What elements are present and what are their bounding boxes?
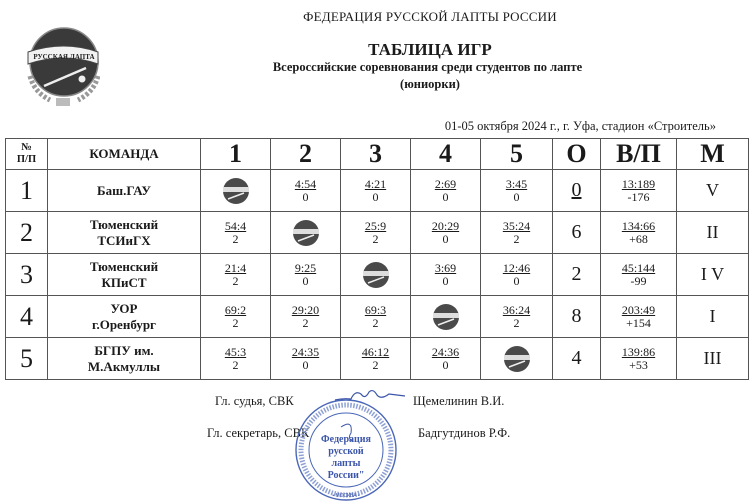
match-score: 54:4 2 xyxy=(201,212,271,254)
header-opponent-1: 1 xyxy=(201,139,271,170)
total-points: 8 xyxy=(553,296,601,338)
match-score: 3:69 0 xyxy=(411,254,481,296)
match-score: 29:20 2 xyxy=(271,296,341,338)
table-row xyxy=(6,170,749,212)
team-name: УОР г.Оренбург xyxy=(48,296,201,338)
table-row xyxy=(6,212,749,254)
self-match-cell xyxy=(201,170,271,212)
self-match-cell xyxy=(341,254,411,296)
match-score: 36:24 2 xyxy=(481,296,553,338)
self-match-cell xyxy=(411,296,481,338)
official-stamp xyxy=(291,397,401,502)
svg-text:лапты: лапты xyxy=(331,458,361,469)
chief-secretary-role: Гл. секретарь, СВК xyxy=(207,426,310,440)
emblem-icon xyxy=(502,344,532,374)
match-score: 21:4 2 xyxy=(201,254,271,296)
team-number: 3 xyxy=(6,254,48,296)
wins-losses: 203:49 +154 xyxy=(601,296,677,338)
header-opponent-2: 2 xyxy=(271,139,341,170)
svg-text:России": России" xyxy=(327,470,365,481)
team-name: Тюменский КПиСТ xyxy=(48,254,201,296)
match-score: 4:21 0 xyxy=(341,170,411,212)
match-score: 24:36 0 xyxy=(411,338,481,380)
header-opponent-5: 5 xyxy=(481,139,553,170)
match-score: 46:12 2 xyxy=(341,338,411,380)
wins-losses: 134:66 +68 xyxy=(601,212,677,254)
emblem-icon xyxy=(361,260,391,290)
svg-text:Федерация: Федерация xyxy=(321,434,371,445)
games-table xyxy=(5,138,749,380)
chief-judge-role: Гл. судья, СВК xyxy=(215,394,294,408)
emblem-icon xyxy=(431,302,461,332)
total-points: 4 xyxy=(553,338,601,380)
team-number: 1 xyxy=(6,170,48,212)
total-points: 0 xyxy=(553,170,601,212)
team-name: Тюменский ТСИиГХ xyxy=(48,212,201,254)
table-row xyxy=(6,254,749,296)
page-title: ТАБЛИЦА ИГР xyxy=(368,40,492,59)
final-place: I xyxy=(677,296,749,338)
match-score: 12:46 0 xyxy=(481,254,553,296)
svg-text:русской: русской xyxy=(328,446,364,457)
competition-name: Всероссийские соревнования среди студентов по лапте xyxy=(272,60,583,74)
emblem-icon xyxy=(291,218,321,248)
final-place: I V xyxy=(677,254,749,296)
total-points: 6 xyxy=(553,212,601,254)
match-score: 35:24 2 xyxy=(481,212,553,254)
header-opponent-3: 3 xyxy=(341,139,411,170)
final-place: V xyxy=(677,170,749,212)
match-score: 69:3 2 xyxy=(341,296,411,338)
match-score: 24:35 0 xyxy=(271,338,341,380)
match-score: 20:29 0 xyxy=(411,212,481,254)
federation-name: ФЕДЕРАЦИЯ РУССКОЙ ЛАПТЫ РОССИИ xyxy=(303,9,557,24)
total-points: 2 xyxy=(553,254,601,296)
final-place: III xyxy=(677,338,749,380)
match-score: 25:9 2 xyxy=(341,212,411,254)
svg-text:• МОСКВА •: • МОСКВА • xyxy=(332,493,360,499)
header-opponent-4: 4 xyxy=(411,139,481,170)
team-name: БГПУ им. М.Акмуллы xyxy=(48,338,201,380)
team-number: 5 xyxy=(6,338,48,380)
team-number: 4 xyxy=(6,296,48,338)
header-points: О xyxy=(553,139,601,170)
match-score: 45:3 2 xyxy=(201,338,271,380)
emblem-icon xyxy=(221,176,251,206)
chief-secretary-name: Бадгутдинов Р.Ф. xyxy=(418,426,511,440)
chief-judge-name: Щемелинин В.И. xyxy=(413,394,505,408)
match-score: 3:45 0 xyxy=(481,170,553,212)
table-row xyxy=(6,338,749,380)
header-place: М xyxy=(677,139,749,170)
header-wins-losses: В/П xyxy=(601,139,677,170)
wins-losses: 45:144 -99 xyxy=(601,254,677,296)
header-number: № П/П xyxy=(6,139,48,170)
team-number: 2 xyxy=(6,212,48,254)
competition-category: (юниорки) xyxy=(400,77,460,91)
match-score: 69:2 2 xyxy=(201,296,271,338)
match-score: 9:25 0 xyxy=(271,254,341,296)
final-place: II xyxy=(677,212,749,254)
svg-text:РУССКАЯ ЛАПТА: РУССКАЯ ЛАПТА xyxy=(33,53,95,61)
match-score: 4:54 0 xyxy=(271,170,341,212)
table-row xyxy=(6,296,749,338)
self-match-cell xyxy=(271,212,341,254)
table-header-row xyxy=(6,139,749,170)
wins-losses: 139:86 +53 xyxy=(601,338,677,380)
self-match-cell xyxy=(481,338,553,380)
header-team: КОМАНДА xyxy=(48,139,201,170)
date-and-venue: 01-05 октября 2024 г., г. Уфа, стадион «Строитель» xyxy=(444,119,716,133)
wins-losses: 13:189 -176 xyxy=(601,170,677,212)
team-name: Баш.ГАУ xyxy=(48,170,201,212)
match-score: 2:69 0 xyxy=(411,170,481,212)
